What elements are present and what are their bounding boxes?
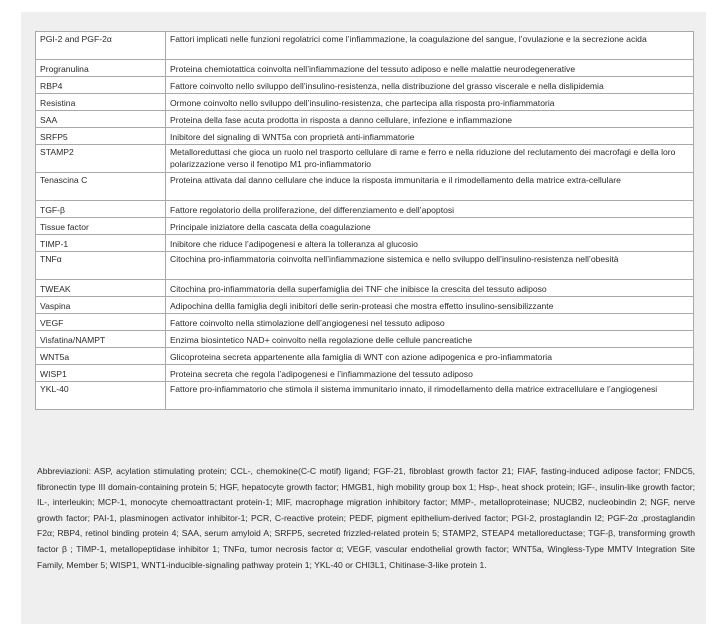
factor-name-cell: SRFP5 — [36, 128, 166, 145]
factor-description-cell: Proteina secreta che regola l’adipogenesi e l’infiammazione del tessuto adiposo — [166, 365, 694, 382]
table-row — [36, 32, 694, 60]
factor-description-cell: Proteina chemiotattica coinvolta nell’infiammazione del tessuto adiposo e nelle malattie neurodegenerative — [166, 60, 694, 77]
factor-description-cell: Fattore coinvolto nello sviluppo dell’insulino-resistenza, nella distribuzione del grasso viscerale e nella dislipidemia — [166, 77, 694, 94]
factor-description-cell: Fattori implicati nelle funzioni regolatrici come l’infiammazione, la coagulazione del sangue, l’ovulazione e la secrezione acida — [166, 32, 694, 60]
table-row — [36, 128, 694, 145]
factor-name-cell: Tenascina C — [36, 173, 166, 201]
table-row — [36, 280, 694, 297]
table-row — [36, 218, 694, 235]
factor-name-cell: YKL-40 — [36, 382, 166, 410]
factor-description-cell: Fattore regolatorio della proliferazione, del differenziamento e dell’apoptosi — [166, 201, 694, 218]
factor-name-cell: TNFα — [36, 252, 166, 280]
table-row — [36, 297, 694, 314]
factor-description-cell: Citochina pro-infiammatoria della superfamiglia dei TNF che inibisce la crescita del tessuto adiposo — [166, 280, 694, 297]
factor-description-cell: Citochina pro-infiammatoria coinvolta nell’infiammazione sistemica e nello sviluppo dell’insulino-resistenza nell’obesità — [166, 252, 694, 280]
factor-name-cell: Visfatina/NAMPT — [36, 331, 166, 348]
table-row — [36, 201, 694, 218]
factor-name-cell: RBP4 — [36, 77, 166, 94]
table-row — [36, 252, 694, 280]
factor-description-cell: Principale iniziatore della cascata della coagulazione — [166, 218, 694, 235]
factors-table — [35, 31, 694, 410]
factor-description-cell: Adipochina dellla famiglia degli inibitori delle serin-proteasi che mostra effetto insulino-sensibilizzante — [166, 297, 694, 314]
factor-name-cell: Resistina — [36, 94, 166, 111]
factor-name-cell: Progranulina — [36, 60, 166, 77]
factor-name-cell: Vaspina — [36, 297, 166, 314]
factor-name-cell: STAMP2 — [36, 145, 166, 173]
table-row — [36, 235, 694, 252]
factor-description-cell: Ormone coinvolto nello sviluppo dell’insulino-resistenza, che partecipa alla risposta pro-infiammatoria — [166, 94, 694, 111]
abbreviations-note: Abbreviazioni: ASP, acylation stimulating protein; CCL-, chemokine(C-C motif) ligand; FGF-21, fibroblast growth factor 21; FIAF, fasting-induced adipose factor; FNDC5, fibronectin type III domain-containing protein 5; HGF, hepatocyte growth factor; HMGB1, high mobility group box 1; Hsp-, heat shock protein; IGF-, insulin-like growth factor; IL-, interleukin; MCP-1, monocyte chemoattractant protein-1; MIF, macrophage migration inhibitory factor; MMP-, metalloproteinase; NUCB2, nucleobindin 2; NGF, nerve growth factor; PAI-1, plasminogen activator inhibitor-1; PCR, C-reactive protein; PEDF, pigment epithelium-derived factor; PGI-2, prostaglandin I2; PGF-2α ,prostaglandin F2α; RBP4, retinol binding protein 4; SAA, serum amyloid A; SRFP5, secreted frizzled-related protein 5; STAMP2, STEAP4 metalloreductase; TGF-β, transforming growth factor β ; TIMP-1, metallopeptidase inhibitor 1; TNFα, tumor necrosis factor α; VEGF, vascular endothelial growth factor; WNT5a, Wingless-Type MMTV Integration Site Family, Member 5; WISP1, WNT1-inducible-signaling pathway protein 1; YKL-40 or CHI3L1, Chitinase-3-like protein 1. — [37, 466, 695, 570]
factor-description-cell: Enzima biosintetico NAD+ coinvolto nella regolazione delle cellule pancreatiche — [166, 331, 694, 348]
table-row — [36, 77, 694, 94]
factor-description-cell: Glicoproteina secreta appartenente alla famiglia di WNT con azione adipogenica e pro-infiammatoria — [166, 348, 694, 365]
factor-name-cell: PGI-2 and PGF-2α — [36, 32, 166, 60]
factor-name-cell: SAA — [36, 111, 166, 128]
factor-name-cell: Tissue factor — [36, 218, 166, 235]
table-row — [36, 365, 694, 382]
factor-name-cell: WISP1 — [36, 365, 166, 382]
table-row — [36, 382, 694, 410]
factor-description-cell: Inibitore che riduce l’adipogenesi e altera la tolleranza al glucosio — [166, 235, 694, 252]
table-row — [36, 173, 694, 201]
factors-table-body — [36, 32, 694, 410]
table-row — [36, 348, 694, 365]
table-panel — [21, 12, 706, 624]
factor-description-cell: Proteina della fase acuta prodotta in risposta a danno cellulare, infezione e infiammazione — [166, 111, 694, 128]
factor-name-cell: WNT5a — [36, 348, 166, 365]
factor-name-cell: TIMP-1 — [36, 235, 166, 252]
factor-description-cell: Inibitore del signaling di WNT5a con proprietà anti-infiammatorie — [166, 128, 694, 145]
table-row — [36, 94, 694, 111]
factor-description-cell: Proteina attivata dal danno cellulare che induce la risposta immunitaria e il rimodellamento della matrice extra-cellulare — [166, 173, 694, 201]
table-row — [36, 314, 694, 331]
table-row — [36, 331, 694, 348]
table-row — [36, 60, 694, 77]
factor-description-cell: Fattore coinvolto nella stimolazione dell’angiogenesi nel tessuto adiposo — [166, 314, 694, 331]
table-row — [36, 111, 694, 128]
factor-name-cell: VEGF — [36, 314, 166, 331]
factor-description-cell: Metalloreduttasi che gioca un ruolo nel trasporto cellulare di rame e ferro e nella riduzione del reclutamento dei macrofagi e della loro polarizzazione verso il fenotipo M1 pro-infiammatorio — [166, 145, 694, 173]
factor-name-cell: TGF-β — [36, 201, 166, 218]
table-row — [36, 145, 694, 173]
factor-name-cell: TWEAK — [36, 280, 166, 297]
factor-description-cell: Fattore pro-infiammatorio che stimola il sistema immunitario innato, il rimodellamento della matrice extracellulare e l’angiogenesi — [166, 382, 694, 410]
